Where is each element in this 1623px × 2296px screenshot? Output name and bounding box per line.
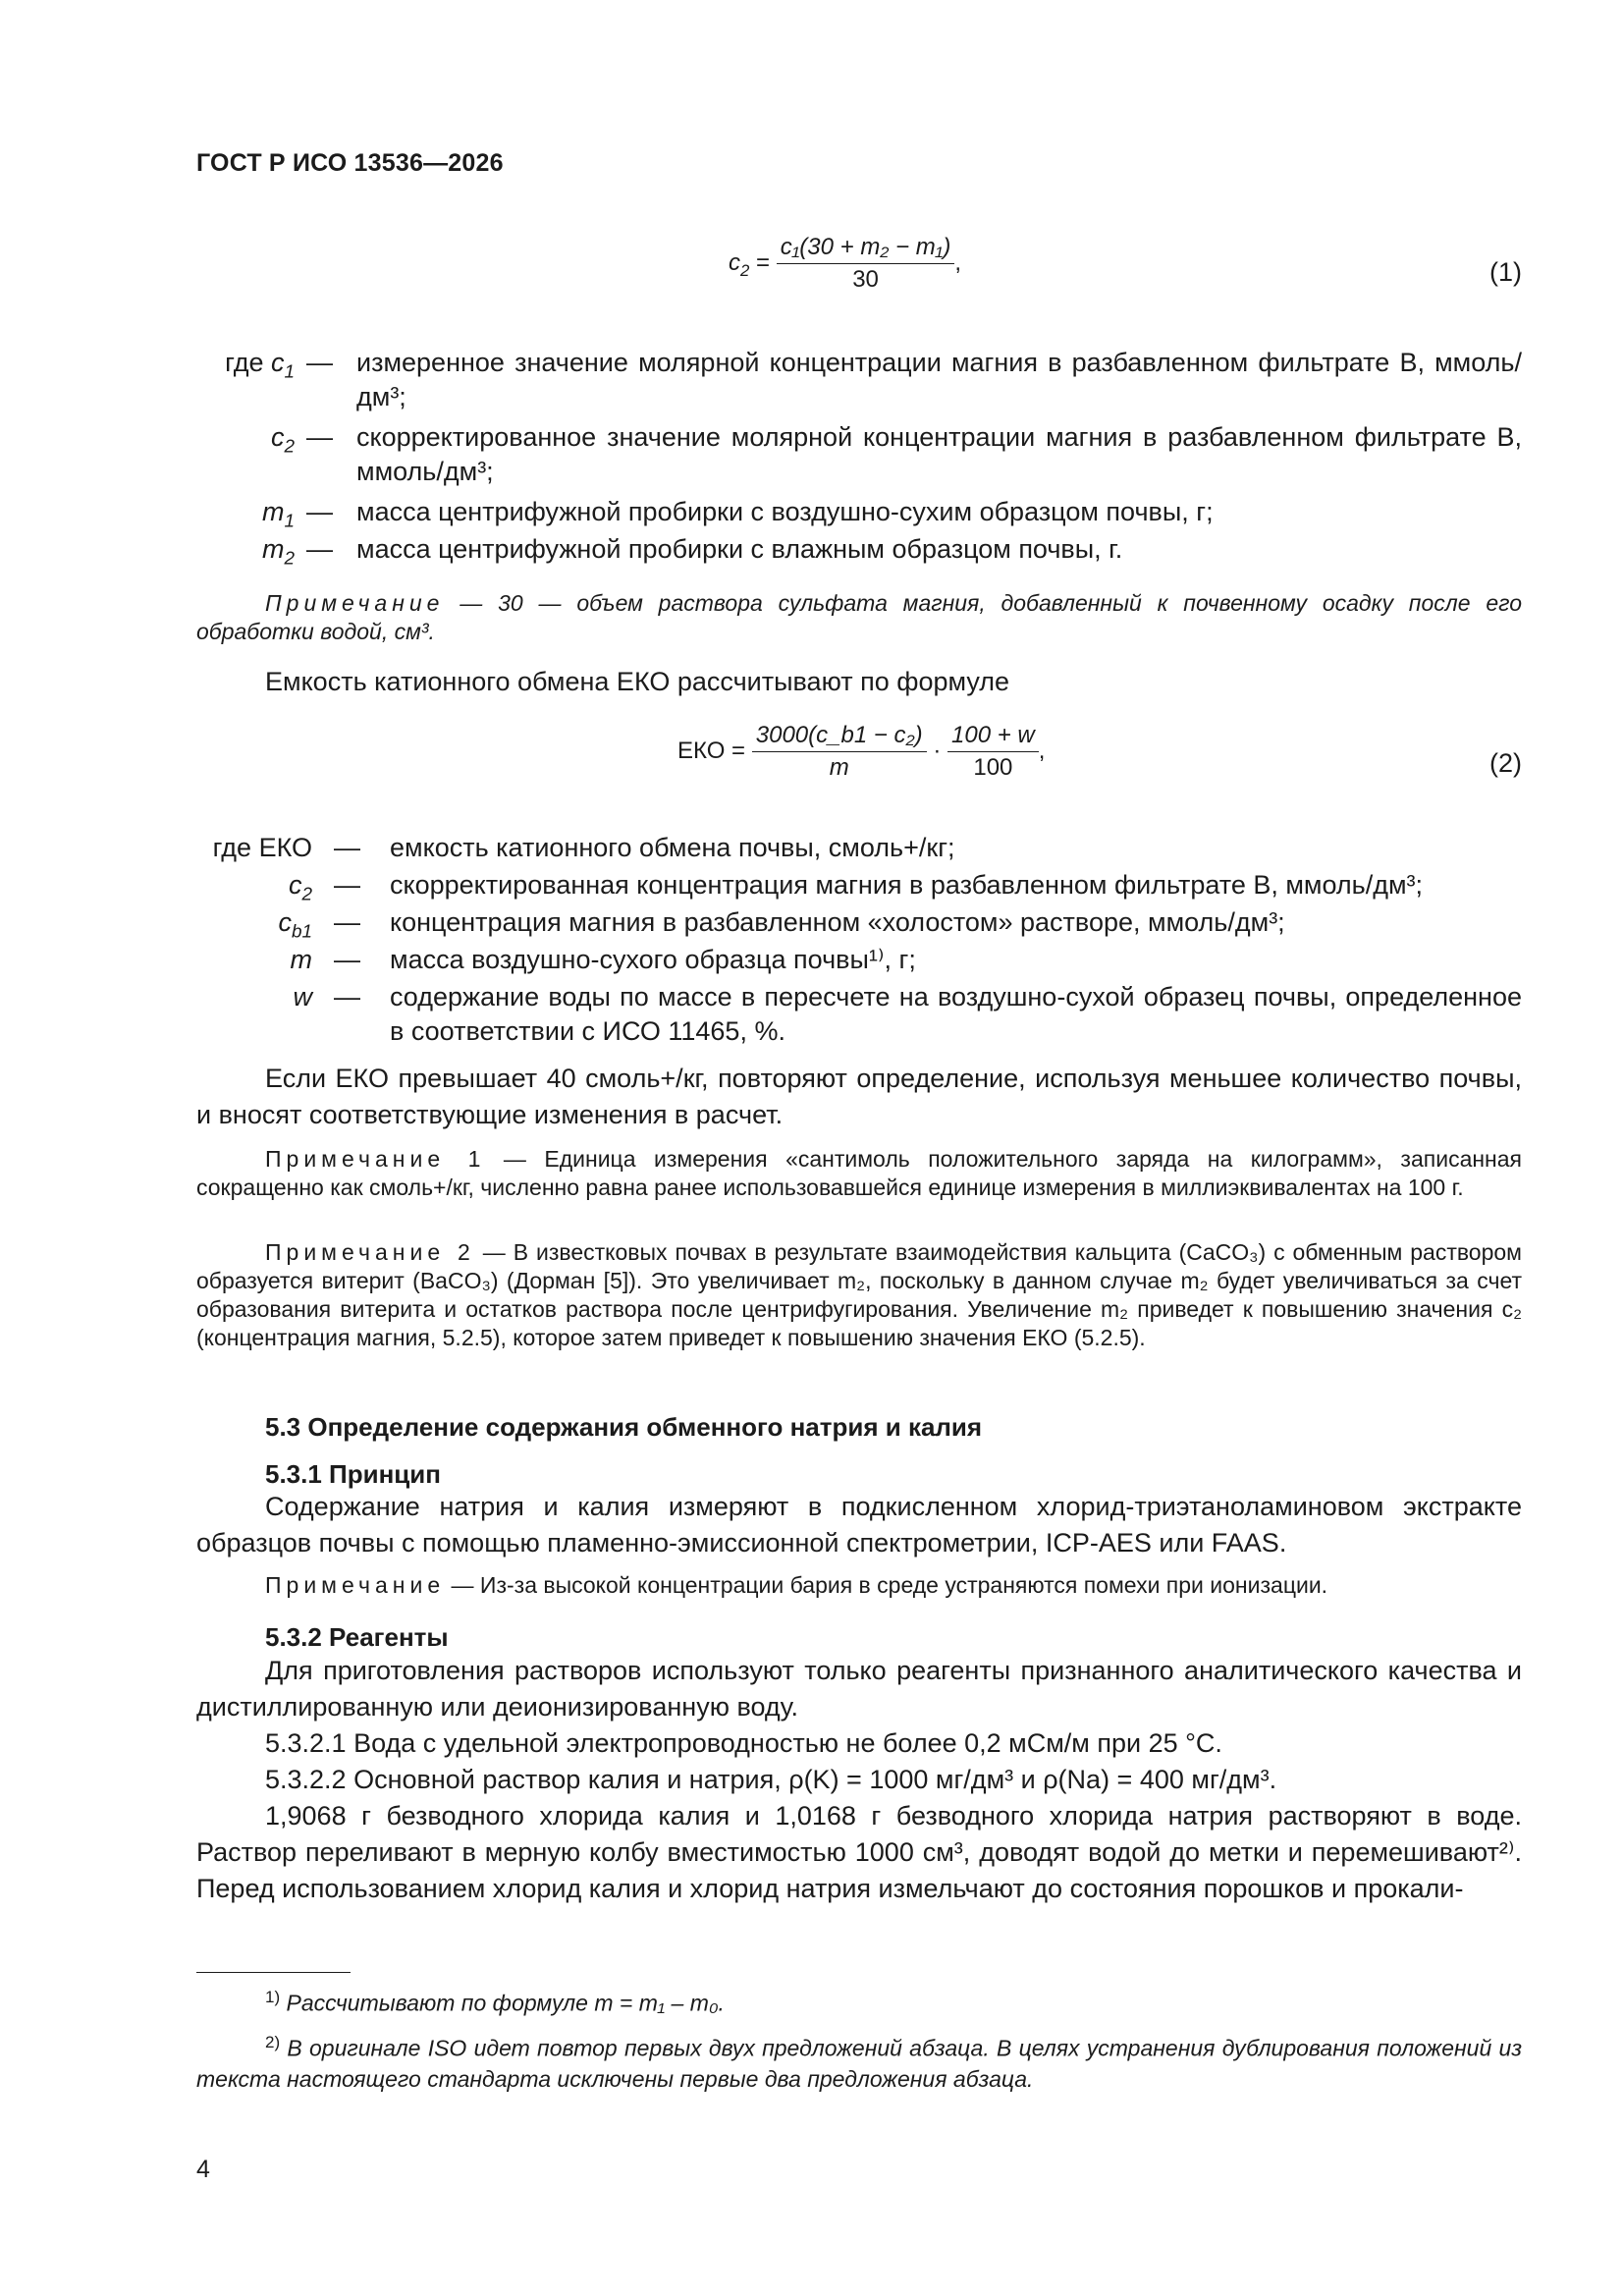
paragraph-5-3-2-2: 5.3.2.2 Основной раствор калия и натрия, ρ(K) = 1000 мг/дм³ и ρ(Na) = 400 мг/дм³. <box>265 1765 1277 1794</box>
definition-item: $m_1$ — масса центрифужной пробирки с воздушно-сухим образцом почвы, г; <box>261 497 1214 532</box>
formula-2-numerator-2: 100 + w <box>947 722 1039 752</box>
section-heading-5-3-2: 5.3.2 Реагенты <box>265 1622 449 1652</box>
definitions-2 <box>196 831 1522 1057</box>
formula-1-lhs: c <box>729 248 740 276</box>
note-3: Примечание — Из-за высокой концентрации бария в среде устраняются помехи при ионизации. <box>265 1572 1328 1598</box>
note-0: Примечание — 30 — объем раствора сульфата магния, добавленный к почвенному осадку после его обработки водой, см³. <box>196 590 1522 644</box>
formula-1-numerator: c₁(30 + m₂ − m₁) <box>777 234 955 264</box>
paragraph-preparation: 1,9068 г безводного хлорида калия и 1,0168 г безводного хлорида натрия растворяют в воде. Раствор переливают в мерную колбу вместимостью 1000 см³, доводят водой до метки и перемешивают²⁾. Перед использованием хлорид калия и хлорид натрия измельчают до состояния порошков и прокали- <box>196 1801 1522 1903</box>
formula-1: $c_2$ = $\frac{\text{c₁(30 + m₂ − m₁)}}{30}$ , <box>729 234 962 293</box>
document-header: ГОСТ Р ИСО 13536—2026 <box>196 149 504 177</box>
paragraph-eko-intro: Емкость катионного обмена ЕКО рассчитывают по формуле <box>265 667 1010 696</box>
definition-item: где $c_1$ — измеренное значение молярной концентрации магния в разбавленном фильтрате В, ммоль/дм³; <box>225 348 1522 411</box>
definition-item: где ЕКО — емкость катионного обмена почвы, смоль+/кг; <box>212 833 955 862</box>
note-1: Примечание 1 — Единица измерения «сантимоль положительного заряда на килограмм», записанная сокращенно как смоль+/кг, численно равна ранее использовавшейся единице измерения в миллиэквивалентах на 100 г. <box>196 1146 1523 1200</box>
page-number: 4 <box>196 2156 210 2183</box>
formula-2-denominator-2: 100 <box>973 754 1013 781</box>
definition-item: w — содержание воды по массе в пересчете на воздушно-сухой образец почвы, определенное в соответствии с ИСО 11465, %. <box>293 982 1522 1046</box>
definition-item: $c_2$ — скорректированная концентрация магния в разбавленном фильтрате В, ммоль/дм³; <box>288 870 1424 905</box>
definitions-1 <box>196 346 1522 572</box>
paragraph-reagents: Для приготовления растворов используют только реагенты признанного аналитического качества и дистиллированную или деионизированную воду. <box>196 1656 1522 1722</box>
formula-2-denominator-1: m <box>829 754 849 781</box>
definition-item: $c_2$ — скорректированное значение молярной концентрации магния в разбавленном фильтрате В, ммоль/дм³; <box>270 422 1522 486</box>
formula-2: ЕКО = $\frac{\text{3000(c\_b1 − c₂)}}{m}$ · $\frac{100 + w}{100}$ , <box>677 722 1046 781</box>
definition-item: m — масса воздушно-сухого образца почвы¹⁾, г; <box>290 945 916 974</box>
section-heading-5-3: 5.3 Определение содержания обменного натрия и калия <box>265 1412 983 1442</box>
definition-item: $m_2$ — масса центрифужной пробирки с влажным образцом почвы, г. <box>261 534 1123 570</box>
footnote-2: $^{2)}$ В оригинале ISO идет повтор первых двух предложений абзаца. В целях устранения дублирования положений из текста настоящего стандарта исключены первые два предложения абзаца. <box>196 2033 1523 2092</box>
paragraph-principle: Содержание натрия и калия измеряют в подкисленном хлорид-триэтаноламиновом экстракте образцов почвы с помощью пламенно-эмиссионной спектрометрии, ICP-AES или FAAS. <box>196 1492 1522 1558</box>
equation-number-2: (2) <box>1489 748 1522 778</box>
footnote-separator <box>196 1972 351 1973</box>
footnote-1: $^{1)}$ Рассчитывают по формуле m = m₁ – m₀. <box>265 1988 725 2016</box>
formula-2-numerator-1: 3000(c_b1 − c₂) <box>752 722 927 752</box>
note-2: Примечание 2 — В известковых почвах в результате взаимодействия кальцита (CaCO₃) с обменным раствором образуется витерит (BaCO₃) (Дорман [5]). Это увеличивает m₂, поскольку в данном случае m₂ будет увеличиваться за счет образования витерита и остатков раствора после центрифугирования. Увеличение m₂ приведет к повышению значения c₂ (концентрация магния, 5.2.5), которое затем приведет к повышению значения ЕКО (5.2.5). <box>196 1239 1522 1350</box>
equation-number-1: (1) <box>1489 257 1522 287</box>
paragraph-5-3-2-1: 5.3.2.1 Вода с удельной электропроводностью не более 0,2 мСм/м при 25 °C. <box>265 1728 1222 1758</box>
paragraph-eko-limit: Если ЕКО превышает 40 смоль+/кг, повторяют определение, используя меньшее количество почвы, и вносят соответствующие изменения в расчет. <box>196 1064 1522 1129</box>
formula-1-denominator: 30 <box>852 266 879 293</box>
definition-item: $c_{b1}$ — концентрация магния в разбавленном «холостом» растворе, ммоль/дм³; <box>278 907 1285 943</box>
section-heading-5-3-1: 5.3.1 Принцип <box>265 1459 441 1489</box>
